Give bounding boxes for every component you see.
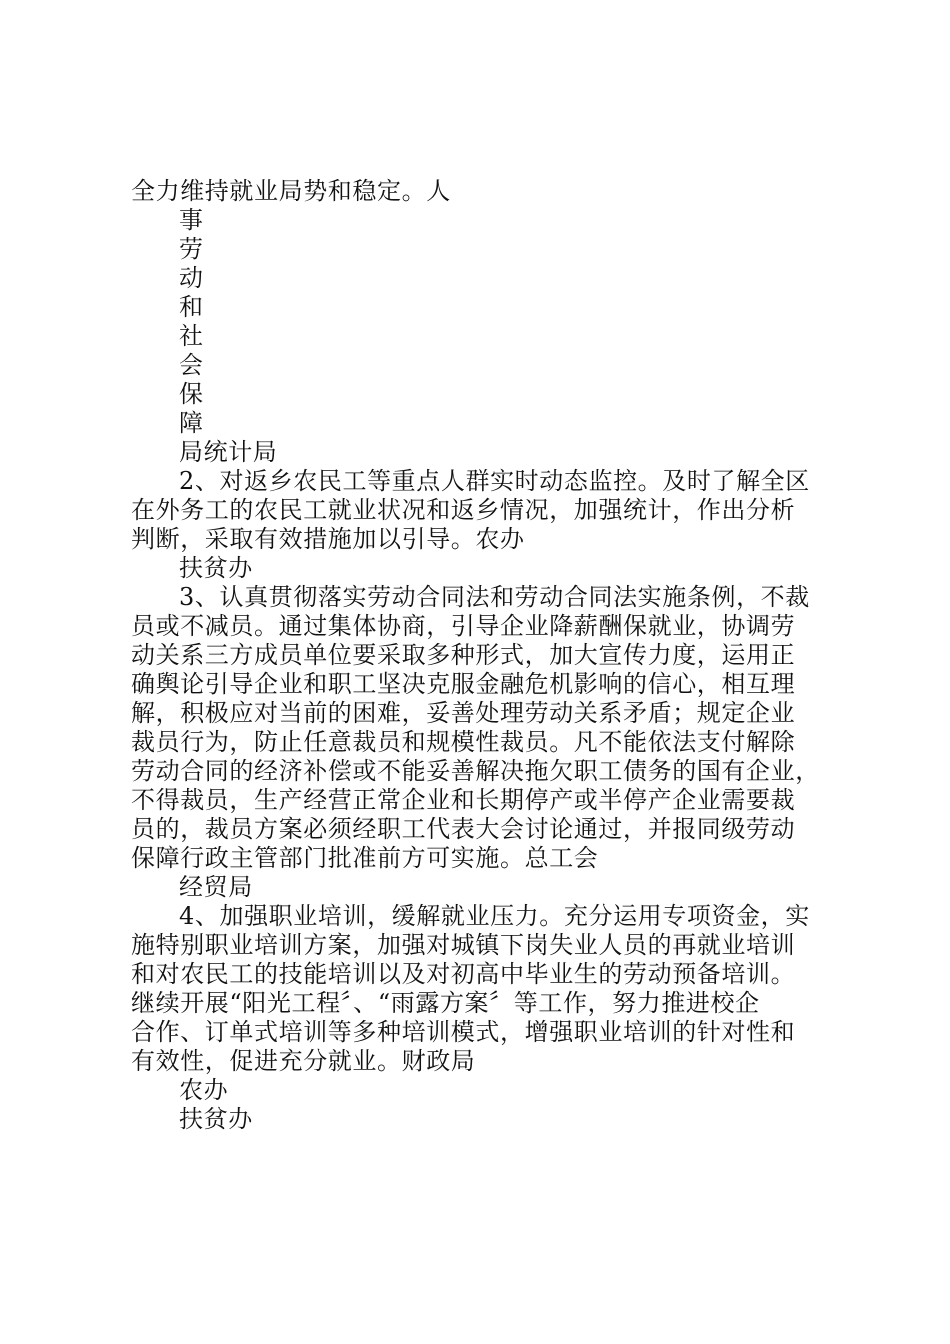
item3-department: 经贸局 [179, 873, 253, 901]
item3-line-6: 裁员行为，防止任意裁员和规模性裁员。凡不能依法支付解除 [131, 728, 796, 756]
item3-line-3: 动关系三方成员单位要采取多种形式，加大宣传力度，运用正 [131, 641, 796, 669]
item4-line-6: 有效性，促进充分就业。财政局 [131, 1047, 476, 1075]
intro-line: 全力维持就业局势和稳定。人 [131, 177, 451, 205]
item2-line-3: 判断，采取有效措施加以引导。农办 [131, 525, 525, 553]
item4-department-1: 农办 [179, 1076, 229, 1104]
item3-line-9: 员的，裁员方案必须经职工代表大会讨论通过，并报同级劳动 [131, 815, 796, 843]
item2-department: 扶贫办 [179, 554, 253, 582]
vertical-char-5: 社 [179, 322, 204, 350]
item2-line-2: 在外务工的农民工就业状况和返乡情况，加强统计，作出分析 [131, 496, 796, 524]
item4-line-2: 施特别职业培训方案，加强对城镇下岗失业人员的再就业培训 [131, 931, 796, 959]
item4-line-5: 合作、订单式培训等多种培训模式，增强职业培训的针对性和 [131, 1018, 796, 1046]
vertical-char-2: 劳 [179, 235, 204, 263]
item3-line-8: 不得裁员，生产经营正常企业和长期停产或半停产企业需要裁 [131, 786, 796, 814]
vertical-char-4: 和 [179, 293, 204, 321]
item2-line-1: 2、对返乡农民工等重点人群实时动态监控。及时了解全区 [179, 467, 810, 495]
vertical-char-3: 动 [179, 264, 204, 292]
item4-line-3: 和对农民工的技能培训以及对初高中毕业生的劳动预备培训。 [131, 960, 796, 988]
item4-department-2: 扶贫办 [179, 1105, 253, 1133]
item3-line-4: 确舆论引导企业和职工坚决克服金融危机影响的信心，相互理 [131, 670, 796, 698]
item4-line-1: 4、加强职业培训，缓解就业压力。充分运用专项资金，实 [179, 902, 810, 930]
item3-line-10: 保障行政主管部门批准前方可实施。总工会 [131, 844, 599, 872]
vertical-char-6: 会 [179, 351, 204, 379]
item4-line-4: 继续开展“阳光工程〞、“雨露方案〞等工作，努力推进校企 [131, 989, 760, 1017]
item3-line-5: 解，积极应对当前的困难，妥善处理劳动关系矛盾；规定企业 [131, 699, 796, 727]
vertical-char-7: 保 [179, 380, 204, 408]
item3-line-2: 员或不减员。通过集体协商，引导企业降薪酬保就业，协调劳 [131, 612, 796, 640]
document-body [131, 177, 831, 1134]
vertical-char-1: 事 [179, 206, 204, 234]
department-names: 局统计局 [179, 438, 278, 466]
item3-line-1: 3、认真贯彻落实劳动合同法和劳动合同法实施条例，不裁 [179, 583, 810, 611]
item3-line-7: 劳动合同的经济补偿或不能妥善解决拖欠职工债务的国有企业， [131, 757, 820, 785]
vertical-char-8: 障 [179, 409, 204, 437]
